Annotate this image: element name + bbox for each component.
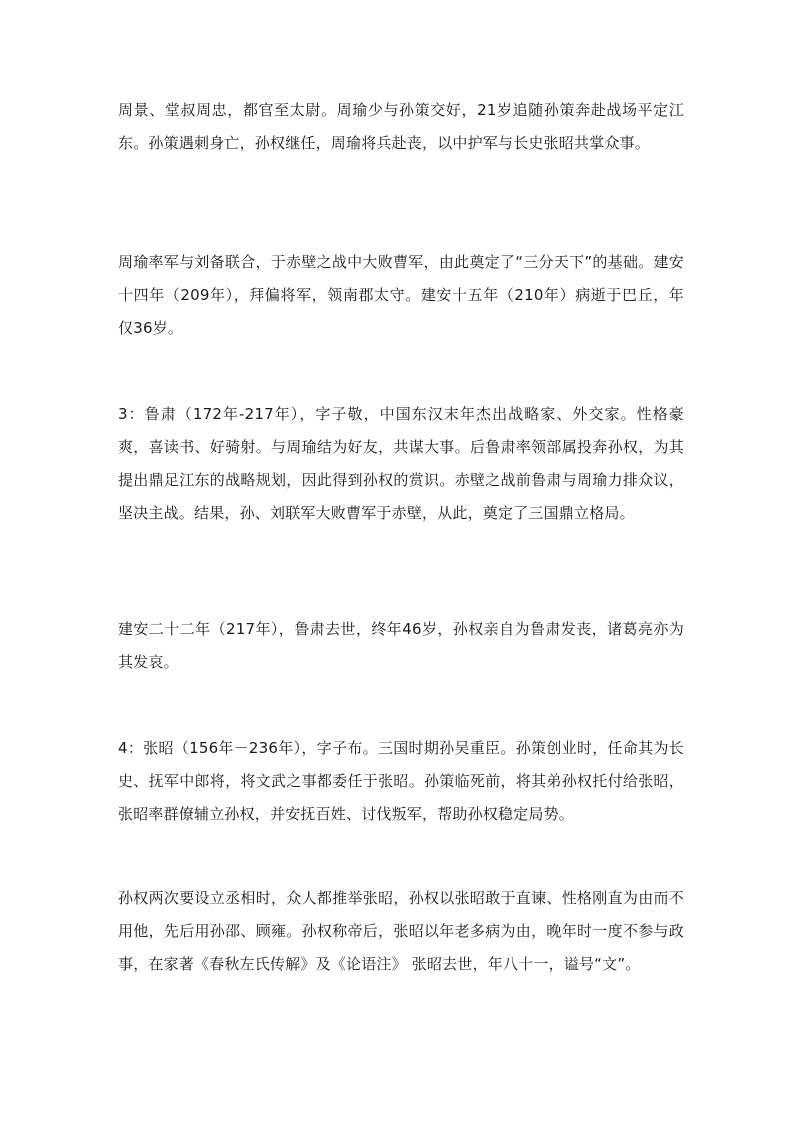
paragraph-lu-su-death: 建安二十二年（217年），鲁肃去世，终年46岁，孙权亲自为鲁肃发丧，诸葛亮亦为其发哀。 <box>118 620 684 671</box>
paragraph-zhou-yu-chibi: 周瑜率军与刘备联合，于赤壁之战中大败曹军，由此奠定了“三分天下”的基础。建安十四年（209年），拜偏将军，领南郡太守。建安十五年（210年）病逝于巴丘，年仅36岁。 <box>118 253 684 337</box>
paragraph-lu-su-biography: 3：鲁肃（172年-217年），字子敬，中国东汉末年杰出战略家、外交家。性格豪爽，喜读书、好骑射。与周瑜结为好友，共谋大事。后鲁肃率领部属投奔孙权，为其提出鼎足江东的战略规划，因此得到孙权的赏识。赤壁之战前鲁肃与周瑜力排众议，坚决主战。结果，孙、刘联军大败曹军于赤壁，从此，奠定了三国鼎立格局。 <box>118 405 684 522</box>
paragraph-zhang-zhao-biography: 4：张昭（156年－236年），字子布。三国时期孙吴重臣。孙策创业时，任命其为长史、抚军中郎将，将文武之事都委任于张昭。孙策临死前，将其弟孙权托付给张昭，张昭率群僚辅立孙权，并安抚百姓、讨伐叛军，帮助孙权稳定局势。 <box>118 739 684 823</box>
paragraph-zhang-zhao-later-years: 孙权两次要设立丞相时，众人都推举张昭，孙权以张昭敢于直谏、性格刚直为由而不用他，先后用孙邵、顾雍。孙权称帝后，张昭以年老多病为由，晚年时一度不参与政事，在家著《春秋左氏传解》及《论语注》 张昭去世，年八十一，谥号“文”。 <box>118 889 684 973</box>
paragraph-zhou-yu-early-life: 周景、堂叔周忠，都官至太尉。周瑜少与孙策交好，21岁追随孙策奔赴战场平定江东。孙策遇刺身亡，孙权继任，周瑜将兵赴丧，以中护军与长史张昭共掌众事。 <box>118 101 684 152</box>
